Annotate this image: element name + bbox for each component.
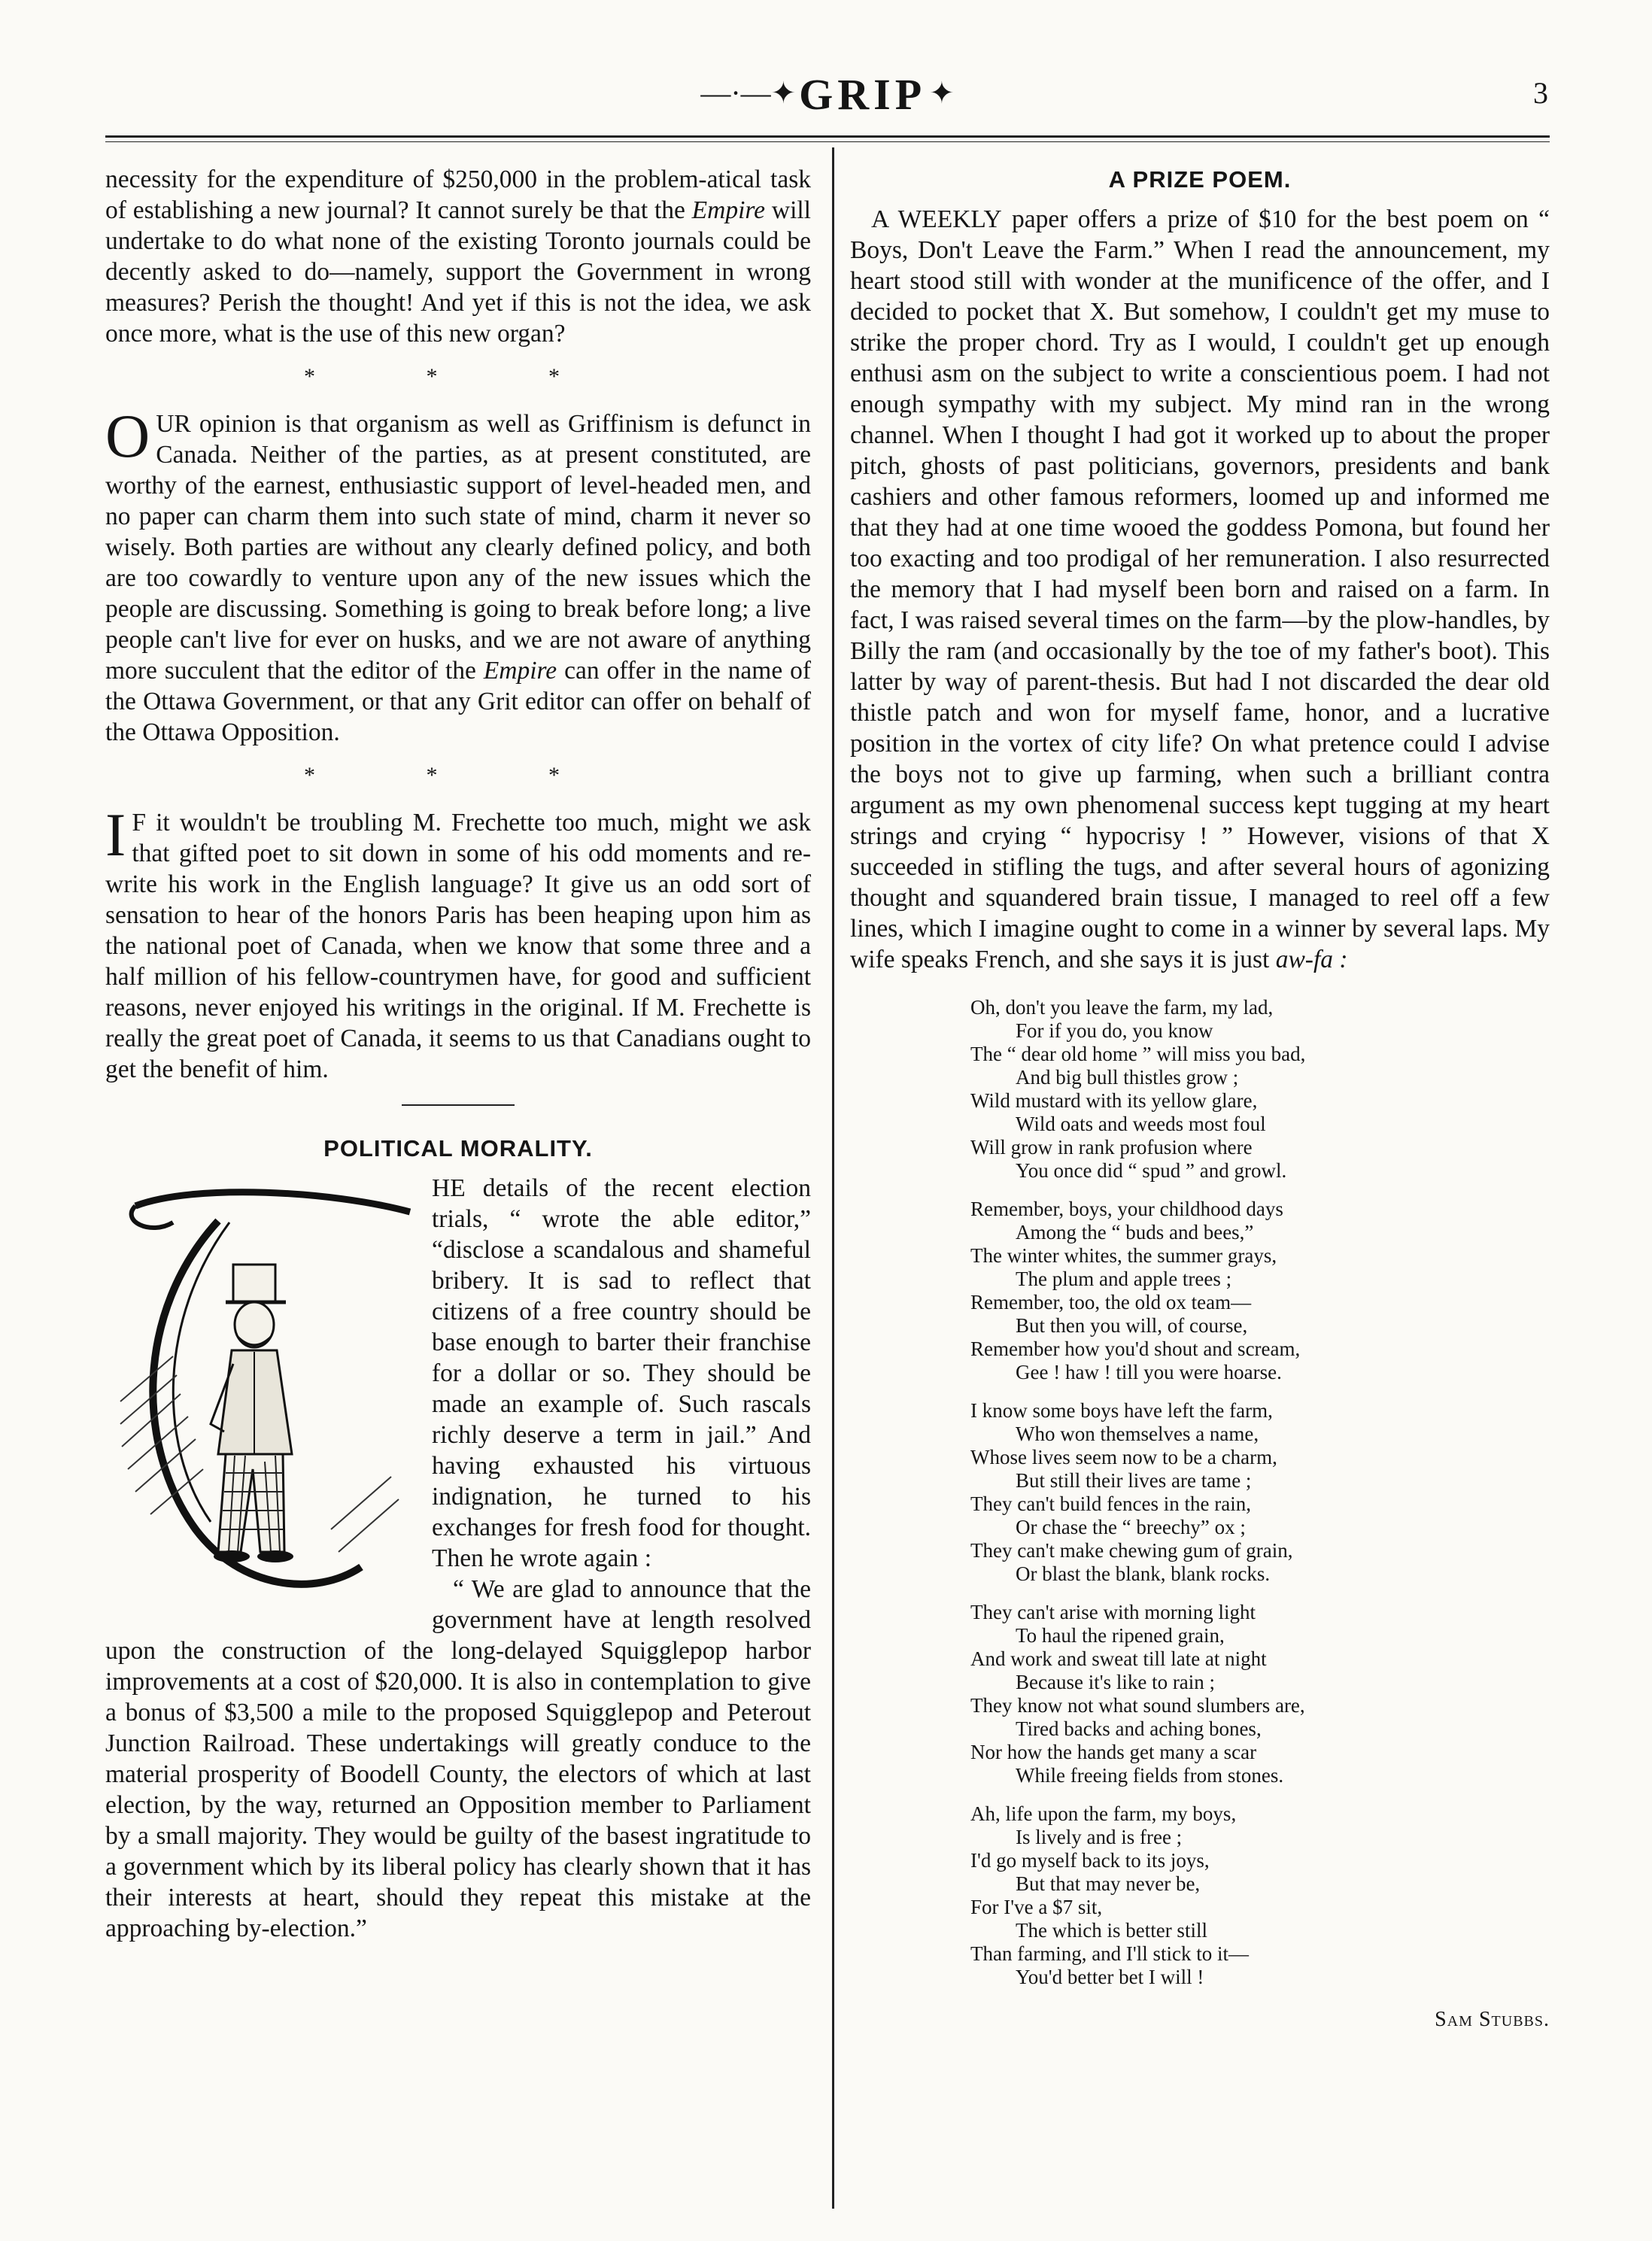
frechette-paragraph: I F it wouldn't be troubling M. Frechette too much, might we ask that gifted poet to sit down in some of his odd moments and re-write his work in the English language? It give us an odd sort of sensation to hear of the honors Paris has been heaping upon him as the national poet of Canada, when we know that some three and a half million of his fellow-countrymen have, for good and sufficient reasons, never enjoyed his writings in the original. If M. Frechette is really the great poet of Canada, it seems to us that Canadians ought to get the benefit of him. (105, 800, 811, 1083)
prize-poem-heading: A PRIZE POEM. (1108, 166, 1292, 193)
page-number: 3 (1533, 76, 1548, 110)
organism-paragraph: OUR opinion is that organism as well as Griffinism is defunct in Canada. Neither of the parties, as at present constituted, are worthy of the earnest, enthusiastic support of level-headed men, and no paper can charm them into such state of mind, charm it never so wisely. Both parties are without any clearly defined policy, and both are too cowardly to venture upon any of the new issues which the people are discussing. Something is going to break before long; a live people can't live for ever on husks, and we are not aware of anything more succulent that the editor of the Empire can offer in the name of the Ottawa Government, or that any Grit editor can offer on behalf of the Ottawa Opposition. (105, 402, 811, 746)
poem-stanza: Remember, boys, your childhood days Among the “ buds and bees,” The winter whites, the summer grays, The plum and apple trees ; Remember, too, the old ox team— But then you will, of course, Remember how you'd shout and scream, Gee ! haw ! till you were hoarse. (970, 1198, 1301, 1383)
aw-fa-word: aw-fa : (1275, 946, 1348, 973)
poem-stanza: Oh, don't you leave the farm, my lad, For if you do, you know The “ dear old home ” will miss you bad, And big bull thistles grow ; Wild mustard with its yellow glare, Wild oats and weeds most foul Will grow in rank profusion where You once did “ spud ” and growl. (970, 996, 1306, 1182)
prize-poem-intro: A WEEKLY paper offers a prize of $10 for the best poem on “ Boys, Don't Leave the Farm.” When I read the announcement, my heart stood still with wonder at the munificence of the offer, and I decided to pocket that X. But somehow, I couldn't get my muse to strike the proper chord. Try as I would, I couldn't get up enough enthusi asm on the subject to write a conscientious poem. I had not enough sympathy with my subject. My mind ran in the wrong channel. When I thought I had got it worked up to about the proper pitch, ghosts of past politicians, governors, presidents and bank cashiers and other famous reformers, loomed up and informed me that they had at one time wooed the goddess Pomona, but found her too exacting and too prodigal of her remuneration. I also resurrected the memory that I had myself been born and raised on a farm. In fact, I was raised several times on the farm—by the plow-handles, by Billy the ram (and occasionally by the toe of my father's boot). This latter by way of parent-thesis. But had I not discarded the dear old thistle patch and won for myself fame, honor, and a lucrative position in the vortex of city life? On what pretence could I advise the boys not to give up farming, when such a brilliant contra argument as my own phenomenal success kept tugging at my heart strings and crying “ hypocrisy ! ” However, visions of that X succeeded in stifling the tugs, and after several hours of agonizing thought and squandered brain tissue, I managed to reel off a few lines, which I imagine ought to come in a winner by several laps. My wife speaks French, and she says it is just aw-fa : (850, 205, 1550, 973)
column-divider (832, 147, 834, 2209)
poem (970, 996, 1550, 1989)
empire-title: Empire (483, 657, 557, 685)
poem-stanza: I know some boys have left the farm, Who won themselves a name, Whose lives seem now to be a charm, But still their lives are tame ; They can't build fences in the rain, Or chase the “ breechy” ox ; They can't make chewing gum of grain, Or blast the blank, blank rocks. (970, 1399, 1293, 1585)
short-rule (402, 1104, 515, 1106)
dropcap-o: O (105, 402, 150, 470)
poem-stanza: They can't arise with morning light To haul the ripened grain, And work and sweat till late at night Because it's like to rain ; They know not what sound slumbers are, Tired backs and aching bones, Nor how the hands get many a scar While freeing fields from stones. (970, 1601, 1305, 1787)
masthead-rule-top (105, 135, 1550, 138)
political-morality-paragraph-1: HE details of the recent election trials, “ wrote the able editor,” “disclose a scandalous and shameful bribery. It is sad to reflect that citizens of a free country should be base enough to barter their franchise for a dollar or so. They should be made an example of. Such rascals richly deserve a term in jail.” And having exhausted his virtuous indignation, he turned to his exchanges for fresh food for thought. Then he wrote again : (432, 1174, 811, 1572)
poem-stanza: Ah, life upon the farm, my boys, Is lively and is free ; I'd go myself back to its joys, But that may never be, For I've a $7 sit, The which is better still Than farming, and I'll stick to it— You'd better bet I will ! (970, 1802, 1250, 1988)
political-morality-paragraph-2: “ We are glad to announce that the government have at length resolved upon the construction of the long-delayed Squigglepop harbor improvements at a cost of $20,000. It is also in contemplation to give a bonus of $3,500 a mile to the proposed Squigglepop and Peterout Junction Railroad. These undertakings will greatly conduce to the material prosperity of Boodell County, the electors of which at last election, by the way, returned an Opposition member to Parliament by a small majority. They would be guilty of the basest ingratitude to a government which by its liberal policy has clearly shown that it has their interests at heart, should they repeat this mistake at the approaching by-election.” (105, 1575, 811, 1942)
author-signature: Sam Stubbs. (1435, 2008, 1550, 2031)
political-morality-heading: POLITICAL MORALITY. (323, 1135, 593, 1161)
masthead-title: GRIP (799, 70, 927, 119)
masthead (105, 69, 1550, 122)
politician-illustration (105, 1176, 415, 1602)
section-separator-stars: * * * (304, 763, 612, 788)
left-column (105, 164, 811, 1944)
empire-title: Empire (691, 196, 766, 224)
illustrated-initial-t (105, 1176, 415, 1602)
intro-paragraph: necessity for the expenditure of $250,000 in the problem-atical task of establishing a new journal? It cannot surely be that the Empire will undertake to do what none of the existing Toronto journals could be decently asked to do—namely, support the Government in wrong measures? Perish the thought! And yet if this is not the idea, we ask once more, what is the use of this new organ? (105, 165, 811, 348)
right-column (850, 164, 1550, 2035)
masthead-ornament-left: —·—✦ (700, 76, 797, 110)
section-separator-stars: * * * (304, 364, 612, 389)
dropcap-i: I (105, 800, 126, 869)
masthead-rule-bottom (105, 141, 1550, 142)
masthead-ornament-right: ✦ (929, 76, 955, 110)
